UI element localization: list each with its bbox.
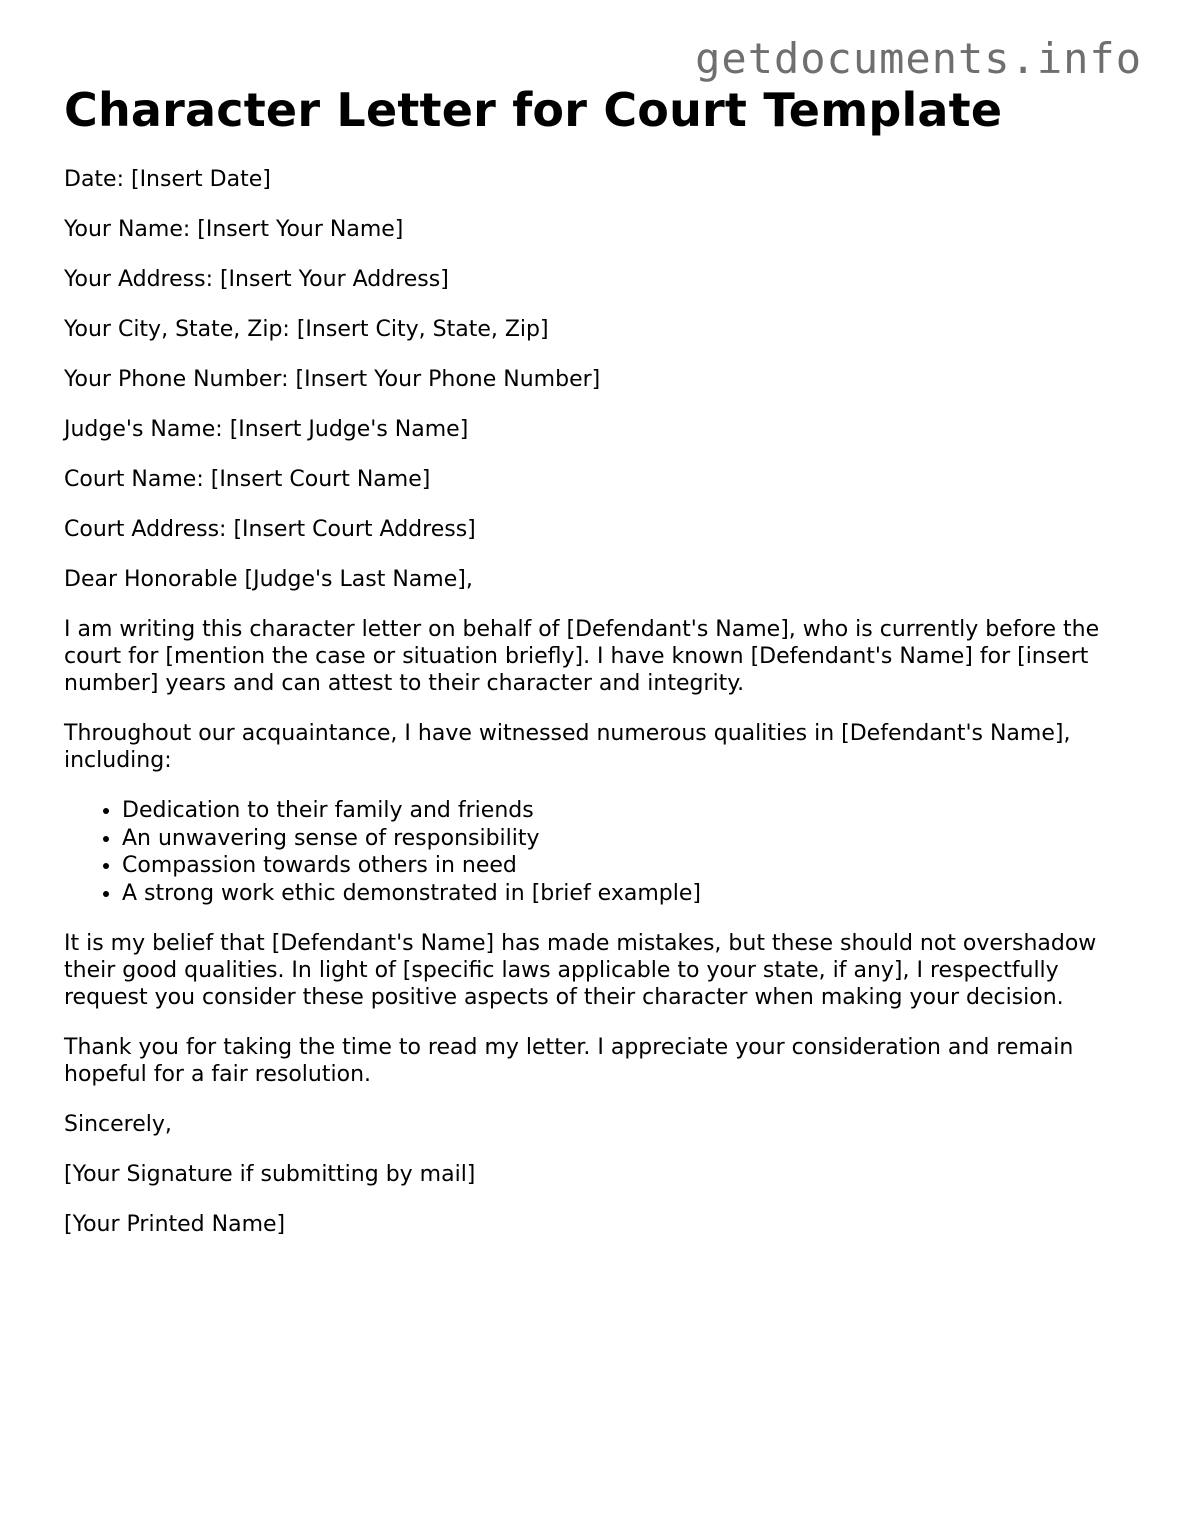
signature-placeholder: [Your Signature if submitting by mail]: [64, 1162, 476, 1187]
qualities-intro-paragraph: Throughout our acquaintance, I have witnessed numerous qualities in [Defendant's Name], including:: [64, 721, 1071, 773]
list-item: • An unwavering sense of responsibility: [122, 825, 1124, 853]
header-fields: [64, 166, 1124, 543]
list-item: • Compassion towards others in need: [122, 852, 1124, 880]
salutation: Dear Honorable [Judge's Last Name],: [64, 567, 473, 592]
printed-name-placeholder: [Your Printed Name]: [64, 1212, 286, 1237]
thanks-paragraph: Thank you for taking the time to read my letter. I appreciate your consideration and remain hopeful for a fair resolution.: [64, 1035, 1074, 1087]
sign-off: Sincerely,: [64, 1112, 172, 1137]
court-name-field: Court Name: [Insert Court Name]: [64, 467, 431, 492]
city-state-zip-field: Your City, State, Zip: [Insert City, State, Zip]: [64, 317, 549, 342]
phone-number-field: Your Phone Number: [Insert Your Phone Number]: [64, 367, 601, 392]
court-address-field: Court Address: [Insert Court Address]: [64, 517, 476, 542]
judge-name-field: Judge's Name: [Insert Judge's Name]: [64, 417, 469, 442]
your-name-field: Your Name: [Insert Your Name]: [64, 217, 404, 242]
watermark: getdocuments.info: [695, 34, 1142, 83]
list-item: • Dedication to their family and friends: [122, 797, 1124, 825]
belief-paragraph: It is my belief that [Defendant's Name] has made mistakes, but these should not overshadow their good qualities. In light of [specific laws applicable to your state, if any], I respectfully request you consider these positive aspects of their character when making your decision.: [64, 931, 1097, 1010]
list-item: • A strong work ethic demonstrated in [brief example]: [122, 880, 1124, 908]
letter-document: [64, 80, 1124, 1261]
page-title: Character Letter for Court Template: [64, 83, 1003, 137]
date-field: Date: [Insert Date]: [64, 167, 271, 192]
your-address-field: Your Address: [Insert Your Address]: [64, 267, 449, 292]
intro-paragraph: I am writing this character letter on behalf of [Defendant's Name], who is currently before the court for [mention the case or situation briefly]. I have known [Defendant's Name] for [insert number] years and can attest to their character and integrity.: [64, 617, 1100, 696]
qualities-list: [64, 797, 1124, 907]
